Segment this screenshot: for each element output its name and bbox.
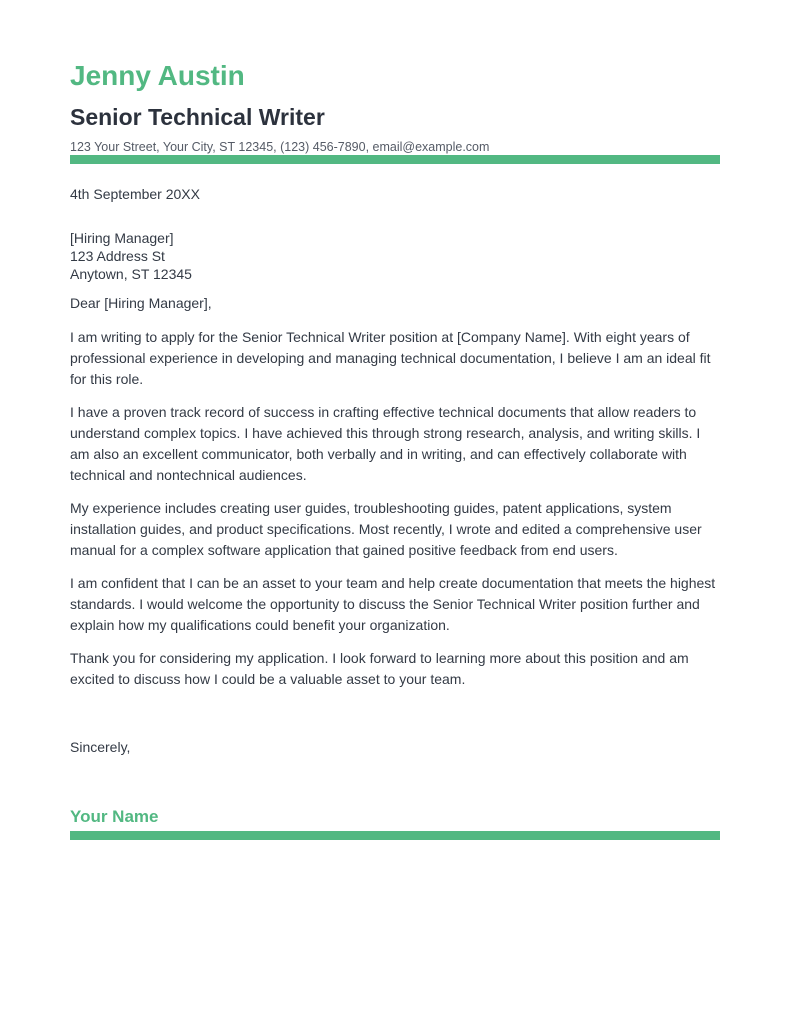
body-paragraph: I am writing to apply for the Senior Technical Writer position at [Company Name]. With eight years of professional experience in developing and managing technical documentation, I believe I am an ideal fit for this role.	[70, 329, 711, 387]
letter-body	[70, 327, 722, 702]
body-paragraph: I have a proven track record of success in crafting effective technical documents that allow readers to understand complex topics. I have achieved this through strong research, analysis, and writing skills. I am also an excellent communicator, both verbally and in writing, and can effectively collaborate with technical and nontechnical audiences.	[70, 404, 701, 483]
header-divider	[70, 155, 720, 164]
recipient-line: Anytown, ST 12345	[70, 266, 192, 282]
closing: Sincerely,	[70, 739, 131, 755]
body-paragraph: Thank you for considering my application. I look forward to learning more about this position and am excited to discuss how I could be a valuable asset to your team.	[70, 650, 689, 687]
recipient-line: 123 Address St	[70, 248, 165, 264]
body-paragraph: I am confident that I can be an asset to your team and help create documentation that meets the highest standards. I would welcome the opportunity to discuss the Senior Technical Writer position further and explain how my qualifications could benefit your organization.	[70, 575, 716, 633]
applicant-name: Jenny Austin	[70, 60, 245, 91]
recipient-line: [Hiring Manager]	[70, 230, 174, 246]
signature-name: Your Name	[70, 807, 159, 826]
job-title: Senior Technical Writer	[70, 104, 325, 130]
recipient-address	[70, 229, 192, 283]
contact-line: 123 Your Street, Your City, ST 12345, (123) 456-7890, email@example.com	[70, 140, 490, 154]
footer-divider	[70, 831, 720, 840]
letter-date: 4th September 20XX	[70, 186, 200, 202]
salutation: Dear [Hiring Manager],	[70, 295, 212, 311]
body-paragraph: My experience includes creating user guides, troubleshooting guides, patent applications, system installation guides, and product specifications. Most recently, I wrote and edited a comprehensive user manual for a complex software application that gained positive feedback from end users.	[70, 500, 702, 558]
